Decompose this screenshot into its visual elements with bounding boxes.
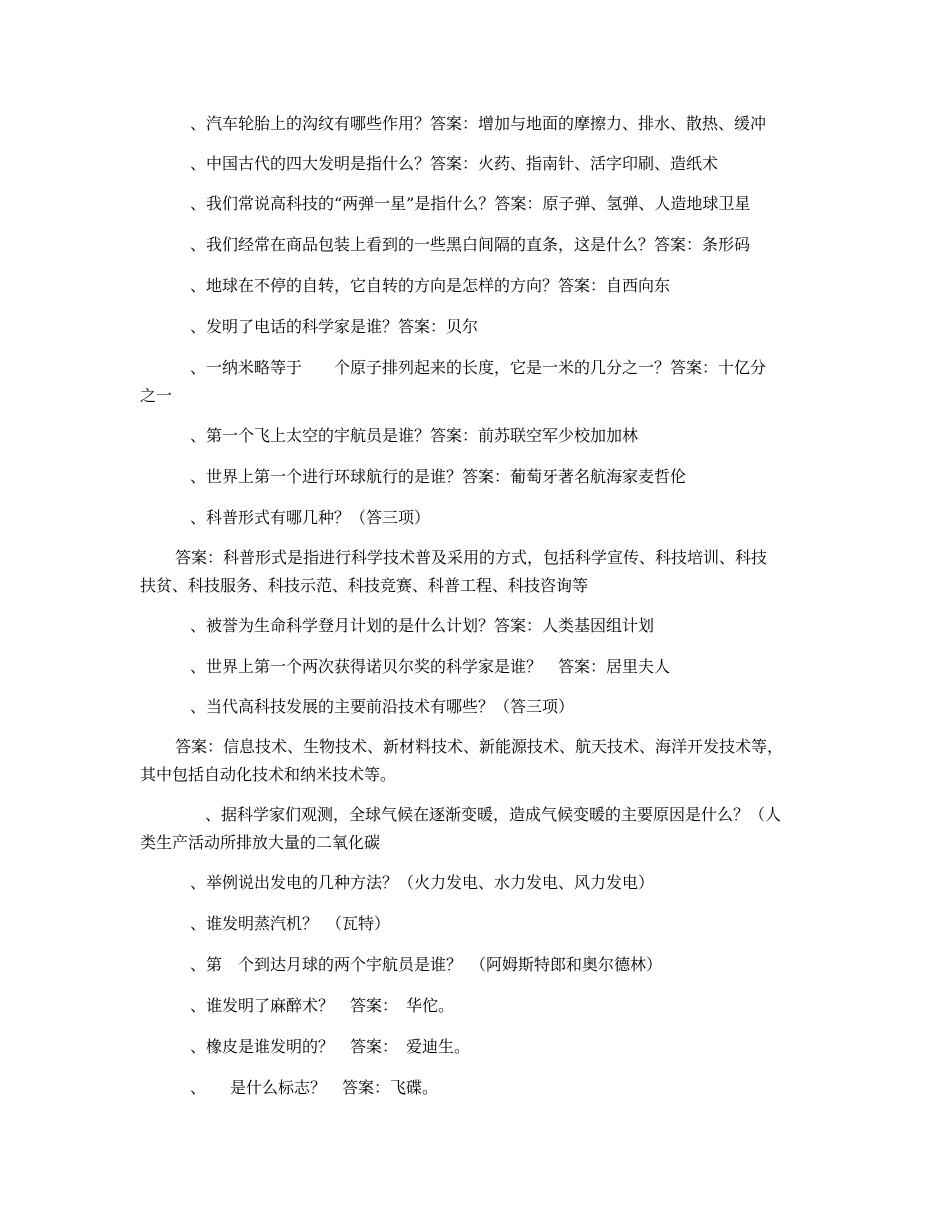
- answer-paragraph-line: 答案：科普形式是指进行科学技术普及采用的方式，包括科学宣传、科技培训、科技: [175, 548, 768, 567]
- answer-paragraph-line: 答案：信息技术、生物技术、新材料技术、新能源技术、航天技术、海洋开发技术等，: [175, 737, 784, 756]
- question-line: 、一纳米略等于 个原子排列起来的长度，它是一米的几分之一？答案：十亿分: [190, 358, 767, 377]
- question-line: 、世界上第一个进行环球航行的是谁？答案：葡萄牙著名航海家麦哲伦: [190, 467, 687, 486]
- answer-paragraph-line: 扶贫、科技服务、科技示范、科技竞赛、科普工程、科技咨询等: [140, 576, 589, 595]
- question-line: 、当代高科技发展的主要前沿技术有哪些？（答三项）: [190, 697, 575, 716]
- question-line: 、据科学家们观测，全球气候在逐渐变暖，造成气候变暖的主要原因是什么？（人: [205, 805, 782, 824]
- question-line: 、举例说出发电的几种方法？（火力发电、水力发电、风力发电）: [190, 873, 655, 892]
- question-line: 、我们经常在商品包装上看到的一些黑白间隔的直条，这是什么？答案：条形码: [190, 235, 751, 254]
- question-line: 、谁发明了麻醉术？ 答案： 华佗。: [190, 996, 455, 1015]
- question-line: 、中国古代的四大发明是指什么？答案：火药、指南针、活字印刷、造纸术: [190, 154, 719, 173]
- question-line: 、世界上第一个两次获得诺贝尔奖的科学家是谁？ 答案：居里夫人: [190, 657, 671, 676]
- question-line: 、谁发明蒸汽机？ （瓦特）: [190, 914, 391, 933]
- question-line: 、地球在不停的自转，它自转的方向是怎样的方向？答案：自西向东: [190, 276, 671, 295]
- question-line: 、汽车轮胎上的沟纹有哪些作用？答案：增加与地面的摩擦力、排水、散热、缓冲: [190, 114, 767, 133]
- question-line: 、 是什么标志？ 答案：飞碟。: [190, 1078, 439, 1097]
- answer-paragraph-line: 其中包括自动化技术和纳米技术等。: [140, 765, 397, 784]
- question-line: 、发明了电话的科学家是谁？答案：贝尔: [190, 317, 479, 336]
- question-line: 、被誉为生命科学登月计划的是什么计划？答案：人类基因组计划: [190, 616, 655, 635]
- question-line-continuation: 类生产活动所排放大量的二氧化碳: [140, 833, 381, 852]
- question-line: 、科普形式有哪几种？（答三项）: [190, 508, 431, 527]
- question-line: 、我们常说高科技的“两弹一星”是指什么？答案：原子弹、氢弹、人造地球卫星: [190, 194, 751, 213]
- question-line: 、第 个到达月球的两个宇航员是谁？ （阿姆斯特郎和奥尔德林）: [190, 955, 663, 974]
- question-line-continuation: 之一: [140, 386, 173, 405]
- question-line: 、第一个飞上太空的宇航员是谁？答案：前苏联空军少校加加林: [190, 426, 639, 445]
- question-line: 、橡皮是谁发明的？ 答案： 爱迪生。: [190, 1037, 471, 1056]
